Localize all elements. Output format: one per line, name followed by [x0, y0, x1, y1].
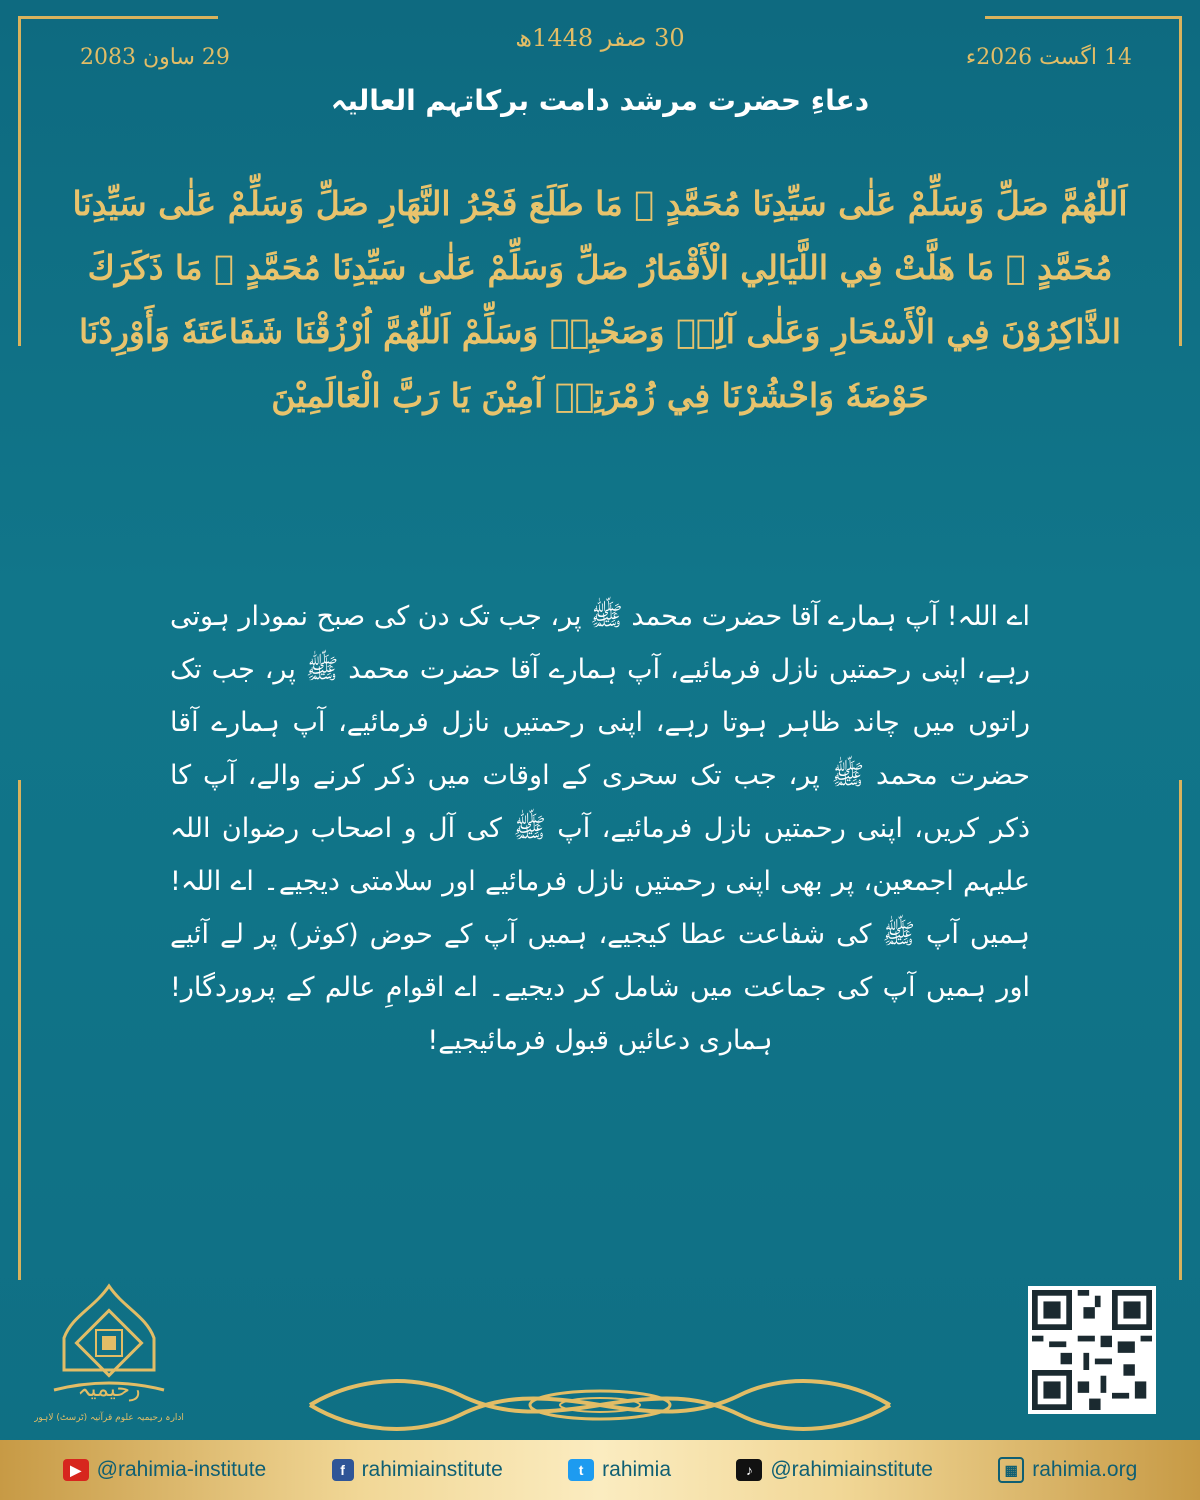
facebook-link[interactable] [332, 1458, 503, 1482]
frame-right-bottom [1179, 780, 1182, 1280]
frame-top-left [18, 16, 218, 19]
twitter-link[interactable] [568, 1458, 671, 1482]
website-url: rahimia.org [1032, 1458, 1138, 1481]
globe-icon: ▦ [998, 1457, 1024, 1483]
frame-top-right [985, 16, 1182, 19]
bikrami-date: 29 ساون 2083 [80, 45, 230, 70]
facebook-handle: rahimiainstitute [361, 1458, 503, 1481]
youtube-handle: @rahimia-institute [96, 1458, 267, 1481]
frame-left-bottom [18, 780, 21, 1280]
qr-code-icon [1032, 1290, 1152, 1410]
logo-emblem-icon [34, 1278, 184, 1428]
frame-left-top [18, 16, 21, 346]
gregorian-date: 14 اگست 2026ء [965, 45, 1132, 70]
tiktok-link[interactable] [736, 1458, 933, 1482]
logo-name: رحیمیہ [77, 1377, 141, 1402]
youtube-link[interactable] [63, 1458, 267, 1482]
ornament-flourish-icon [300, 1370, 900, 1440]
logo-tagline: ادارہ رحیمیہ علوم قرآنیہ (ٹرسٹ) لاہور [34, 1413, 184, 1423]
hijri-date: 30 صفر 1448ھ [515, 24, 685, 52]
urdu-translation: اے اللہ! آپ ہمارے آقا حضرت محمد ﷺ پر، جب تک دن کی صبح نمودار ہوتی رہے، اپنی رحمتیں نازل فرمائیے، آپ ہمارے آقا حضرت محمد ﷺ پر، جب تک راتوں میں چاند ظاہر ہوتا رہے، اپنی رحمتیں نازل فرمائیے، آپ ہمارے آقا حضرت محمد ﷺ پر، جب تک سحری کے اوقات میں ذکر کرنے والے، آپ کا ذکر کریں، اپنی رحمتیں نازل فرمائیے، آپ ﷺ کی آل و اصحاب رضوان اللہ علیہم اجمعین، پر بھی اپنی رحمتیں نازل فرمائیے اور سلامتی دیجیے۔ اے اللہ! ہمیں آپ ﷺ کی شفاعت عطا کیجیے، ہمیں آپ کے حوض (کوثر) پر لے آئیے اور ہمیں آپ کی جماعت میں شامل کر دیجیے۔ اے اقوامِ عالم کے پروردگار! ہماری دعائیں قبول فرمائیجیے! [170, 601, 1030, 1056]
youtube-icon: ▶ [63, 1459, 89, 1481]
facebook-icon: f [332, 1459, 354, 1481]
twitter-icon: t [568, 1459, 594, 1481]
twitter-handle: rahimia [602, 1458, 671, 1481]
social-footer [0, 1440, 1200, 1500]
frame-right-top [1179, 16, 1182, 346]
page-title: دعاءِ حضرت مرشد دامت برکاتہم العالیہ [330, 84, 870, 117]
tiktok-handle: @rahimiainstitute [770, 1458, 933, 1481]
tiktok-icon: ♪ [736, 1459, 762, 1481]
qr-code[interactable] [1028, 1286, 1156, 1414]
arabic-dua: اَللّٰهُمَّ صَلِّ وَسَلِّمْ عَلٰى سَيِّدِنَا مُحَمَّدٍ ﷺ مَا طَلَعَ فَجْرُ النَّهَارِ صَلِّ وَسَلِّمْ عَلٰى سَيِّدِنَا مُحَمَّدٍ ﷺ مَا هَلَّتْ فِي اللَّيَالِي الْأَقْمَارُ صَلِّ وَسَلِّمْ عَلٰى سَيِّدِنَا مُحَمَّدٍ ﷺ مَا ذَكَرَكَ الذَّاكِرُوْنَ فِي الْأَسْحَارِ وَعَلٰى آلِهٖ وَصَحْبِهٖ وَسَلِّمْ اَللّٰهُمَّ اُرْزُقْنَا شَفَاعَتَهٗ وَأَوْرِدْنَا حَوْضَهٗ وَاحْشُرْنَا فِي زُمْرَتِهٖ آمِيْنَ يَا رَبَّ الْعَالَمِيْنَ [72, 184, 1128, 415]
institute-logo [34, 1278, 184, 1428]
website-link[interactable] [998, 1457, 1137, 1483]
